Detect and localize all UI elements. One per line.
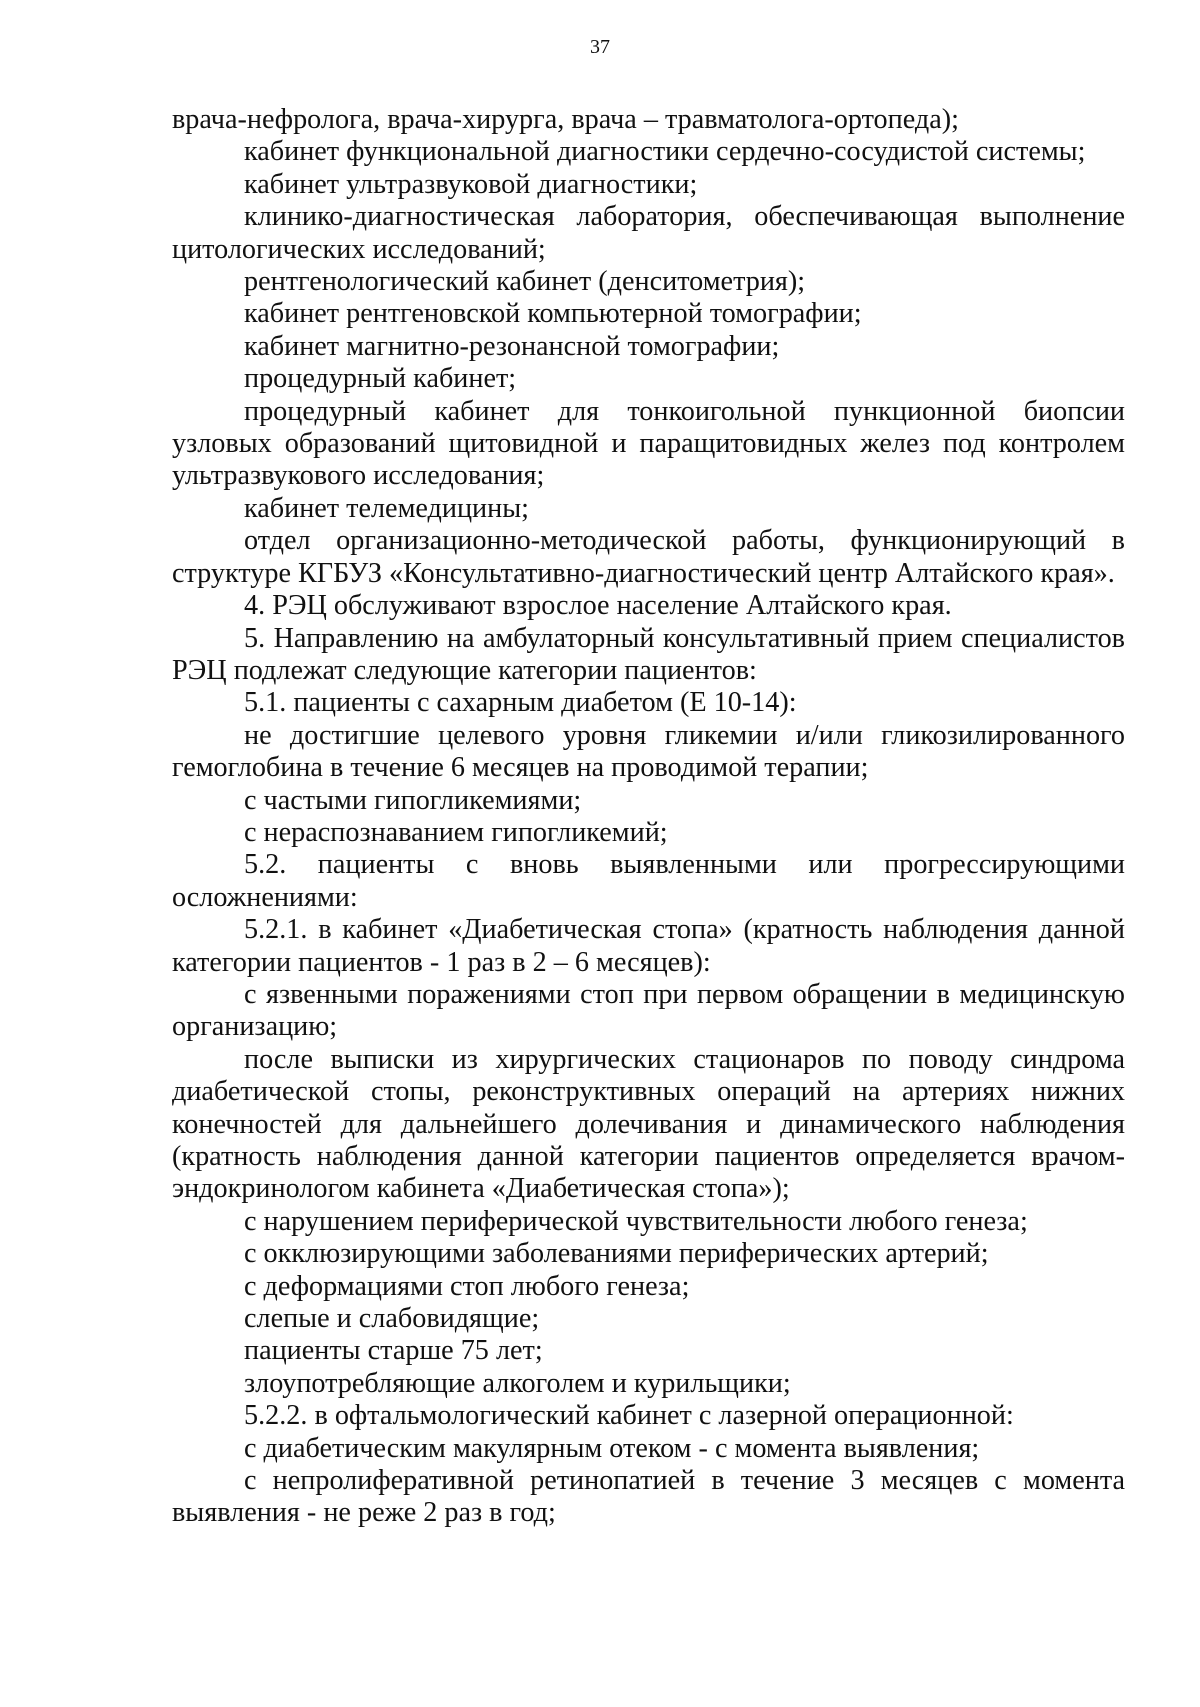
paragraph: клинико-диагностическая лаборатория, обеспечивающая выполнение цитологических исследований;	[172, 201, 1125, 265]
paragraph: с частыми гипогликемиями;	[244, 784, 582, 816]
paragraph: процедурный кабинет для тонкоигольной пункционной биопсии узловых образований щитовидной и паращитовидных желез под контролем ультразвукового исследования;	[172, 395, 1125, 492]
paragraph: кабинет телемедицины;	[244, 492, 529, 524]
paragraph: процедурный кабинет;	[244, 363, 517, 395]
paragraph: 4. РЭЦ обслуживают взрослое население Алтайского края.	[244, 590, 952, 622]
paragraph: отдел организационно-методической работы, функционирующий в структуре КГБУЗ «Консультативно-диагностический центр Алтайского края».	[172, 525, 1125, 589]
paragraph: с язвенными поражениями стоп при первом обращении в медицинскую организацию;	[172, 978, 1125, 1043]
paragraph: рентгенологический кабинет (денситометрия);	[244, 266, 806, 298]
paragraph: с нераспознаванием гипогликемий;	[244, 816, 668, 848]
page-number: 37	[590, 36, 610, 58]
paragraph: с непролиферативной ретинопатией в течение 3 месяцев с момента выявления - не реже 2 раз в год;	[172, 1465, 1125, 1529]
paragraph: злоупотребляющие алкоголем и курильщики;	[244, 1367, 791, 1399]
paragraph: после выписки из хирургических стационаров по поводу синдрома диабетической стопы, реконструктивных операций на артериях нижних конечностей для дальнейшего долечивания и динамического наблюдения (кратность наблюдения данной категории пациентов определяется врачом-эндокринологом кабинета «Диабетическая стопа»);	[172, 1043, 1125, 1205]
paragraph: кабинет рентгеновской компьютерной томографии;	[244, 298, 862, 330]
paragraph: с нарушением периферической чувствительности любого генеза;	[244, 1205, 1028, 1237]
paragraph: с диабетическим макулярным отеком - с момента выявления;	[244, 1432, 980, 1464]
document-body	[172, 104, 1125, 1530]
paragraph: 5.2.1. в кабинет «Диабетическая стопа» (кратность наблюдения данной категории пациентов - 1 раз в 2 – 6 месяцев):	[172, 914, 1125, 978]
paragraph: кабинет магнитно-резонансной томографии;	[244, 330, 780, 362]
paragraph: 5.2. пациенты с вновь выявленными или прогрессирующими осложнениями:	[172, 849, 1125, 913]
paragraph: 5. Направлению на амбулаторный консультативный прием специалистов РЭЦ подлежат следующие категории пациентов:	[172, 622, 1125, 686]
paragraph: кабинет ультразвуковой диагностики;	[244, 168, 698, 200]
paragraph: врача-нефролога, врача-хирурга, врача – травматолога-ортопеда);	[172, 104, 959, 135]
paragraph: не достигшие целевого уровня гликемии и/или гликозилированного гемоглобина в течение 6 месяцев на проводимой терапии;	[172, 719, 1125, 784]
paragraph: пациенты старше 75 лет;	[244, 1335, 543, 1367]
paragraph: 5.2.2. в офтальмологический кабинет с лазерной операционной:	[244, 1400, 1014, 1432]
paragraph: кабинет функциональной диагностики сердечно-сосудистой системы;	[244, 136, 1086, 168]
paragraph: слепые и слабовидящие;	[244, 1303, 540, 1335]
paragraph: 5.1. пациенты с сахарным диабетом (Е 10-14):	[244, 687, 797, 719]
paragraph: с окклюзирующими заболеваниями периферических артерий;	[244, 1238, 989, 1270]
paragraph: с деформациями стоп любого генеза;	[244, 1270, 690, 1302]
